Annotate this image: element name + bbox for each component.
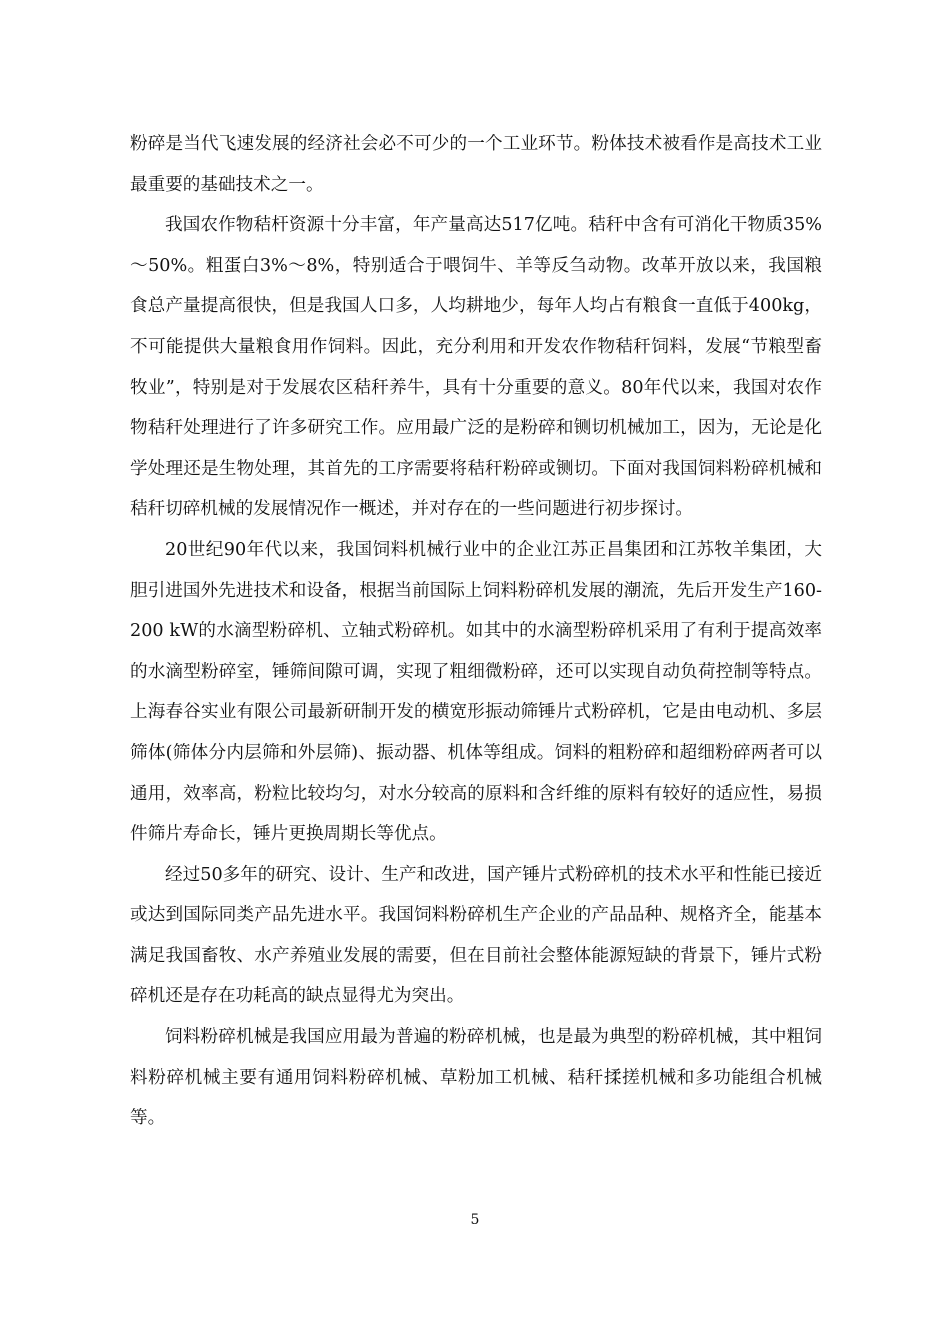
paragraph-intro-continuation: 粉碎是当代飞速发展的经济社会必不可少的一个工业环节。粉体技术被看作是高技术工业最重要的基础技术之一。 xyxy=(130,134,822,195)
paragraph-feed-crushers: 饲料粉碎机械是我国应用最为普遍的粉碎机械，也是最为典型的粉碎机械，其中粗饲料粉碎机械主要有通用饲料粉碎机械、草粉加工机械、秸秆揉搓机械和多功能组合机械等。 xyxy=(130,1027,822,1129)
paragraph-equipment-development: 20世纪90年代以来，我国饲料机械行业中的企业江苏正昌集团和江苏牧羊集团，大胆引进国外先进技术和设备，根据当前国际上饲料粉碎机发展的潮流，先后开发生产160-200 kW的水滴型粉碎机、立轴式粉碎机。如其中的水滴型粉碎机采用了有利于提高效率的水滴型粉碎室，锤筛间隙可调，实现了粗细微粉碎，还可以实现自动负荷控制等特点。上海春谷实业有限公司最新研制开发的横宽形振动筛锤片式粉碎机，它是由电动机、多层筛体(筛体分内层筛和外层筛)、振动器、机体等组成。饲料的粗粉碎和超细粉碎两者可以通用，效率高，粉粒比较均匀，对水分较高的原料和含纤维的原料有较好的适应性，易损件筛片寿命长，锤片更换周期长等优点。 xyxy=(130,539,822,845)
paragraph-straw-resources: 我国农作物秸杆资源十分丰富，年产量高达517亿吨。秸秆中含有可消化干物质35%～50%。粗蛋白3%～8%，特别适合于喂饲牛、羊等反刍动物。改革开放以来，我国粮食总产量提高很快，但是我国人口多，人均耕地少，每年人均占有粮食一直低于400kg，不可能提供大量粮食用作饲料。因此，充分利用和开发农作物秸秆饲料，发展“节粮型畜牧业”，特别是对于发展农区秸秆养牛，具有十分重要的意义。80年代以来，我国对农作物秸秆处理进行了许多研究工作。应用最广泛的是粉碎和铡切机械加工，因为，无论是化学处理还是生物处理，其首先的工序需要将秸秆粉碎或铡切。下面对我国饲料粉碎机械和秸秆切碎机械的发展情况作一概述，并对存在的一些问题进行初步探讨。 xyxy=(130,215,822,520)
paragraph-domestic-progress: 经过50多年的研究、设计、生产和改进，国产锤片式粉碎机的技术水平和性能已接近或达到国际同类产品先进水平。我国饲料粉碎机生产企业的产品品种、规格齐全，能基本满足我国畜牧、水产养殖业发展的需要，但在目前社会整体能源短缺的背景下，锤片式粉碎机还是存在功耗高的缺点显得尤为突出。 xyxy=(130,864,822,1007)
body-text xyxy=(130,124,822,1139)
page-number: 5 xyxy=(470,1212,480,1228)
